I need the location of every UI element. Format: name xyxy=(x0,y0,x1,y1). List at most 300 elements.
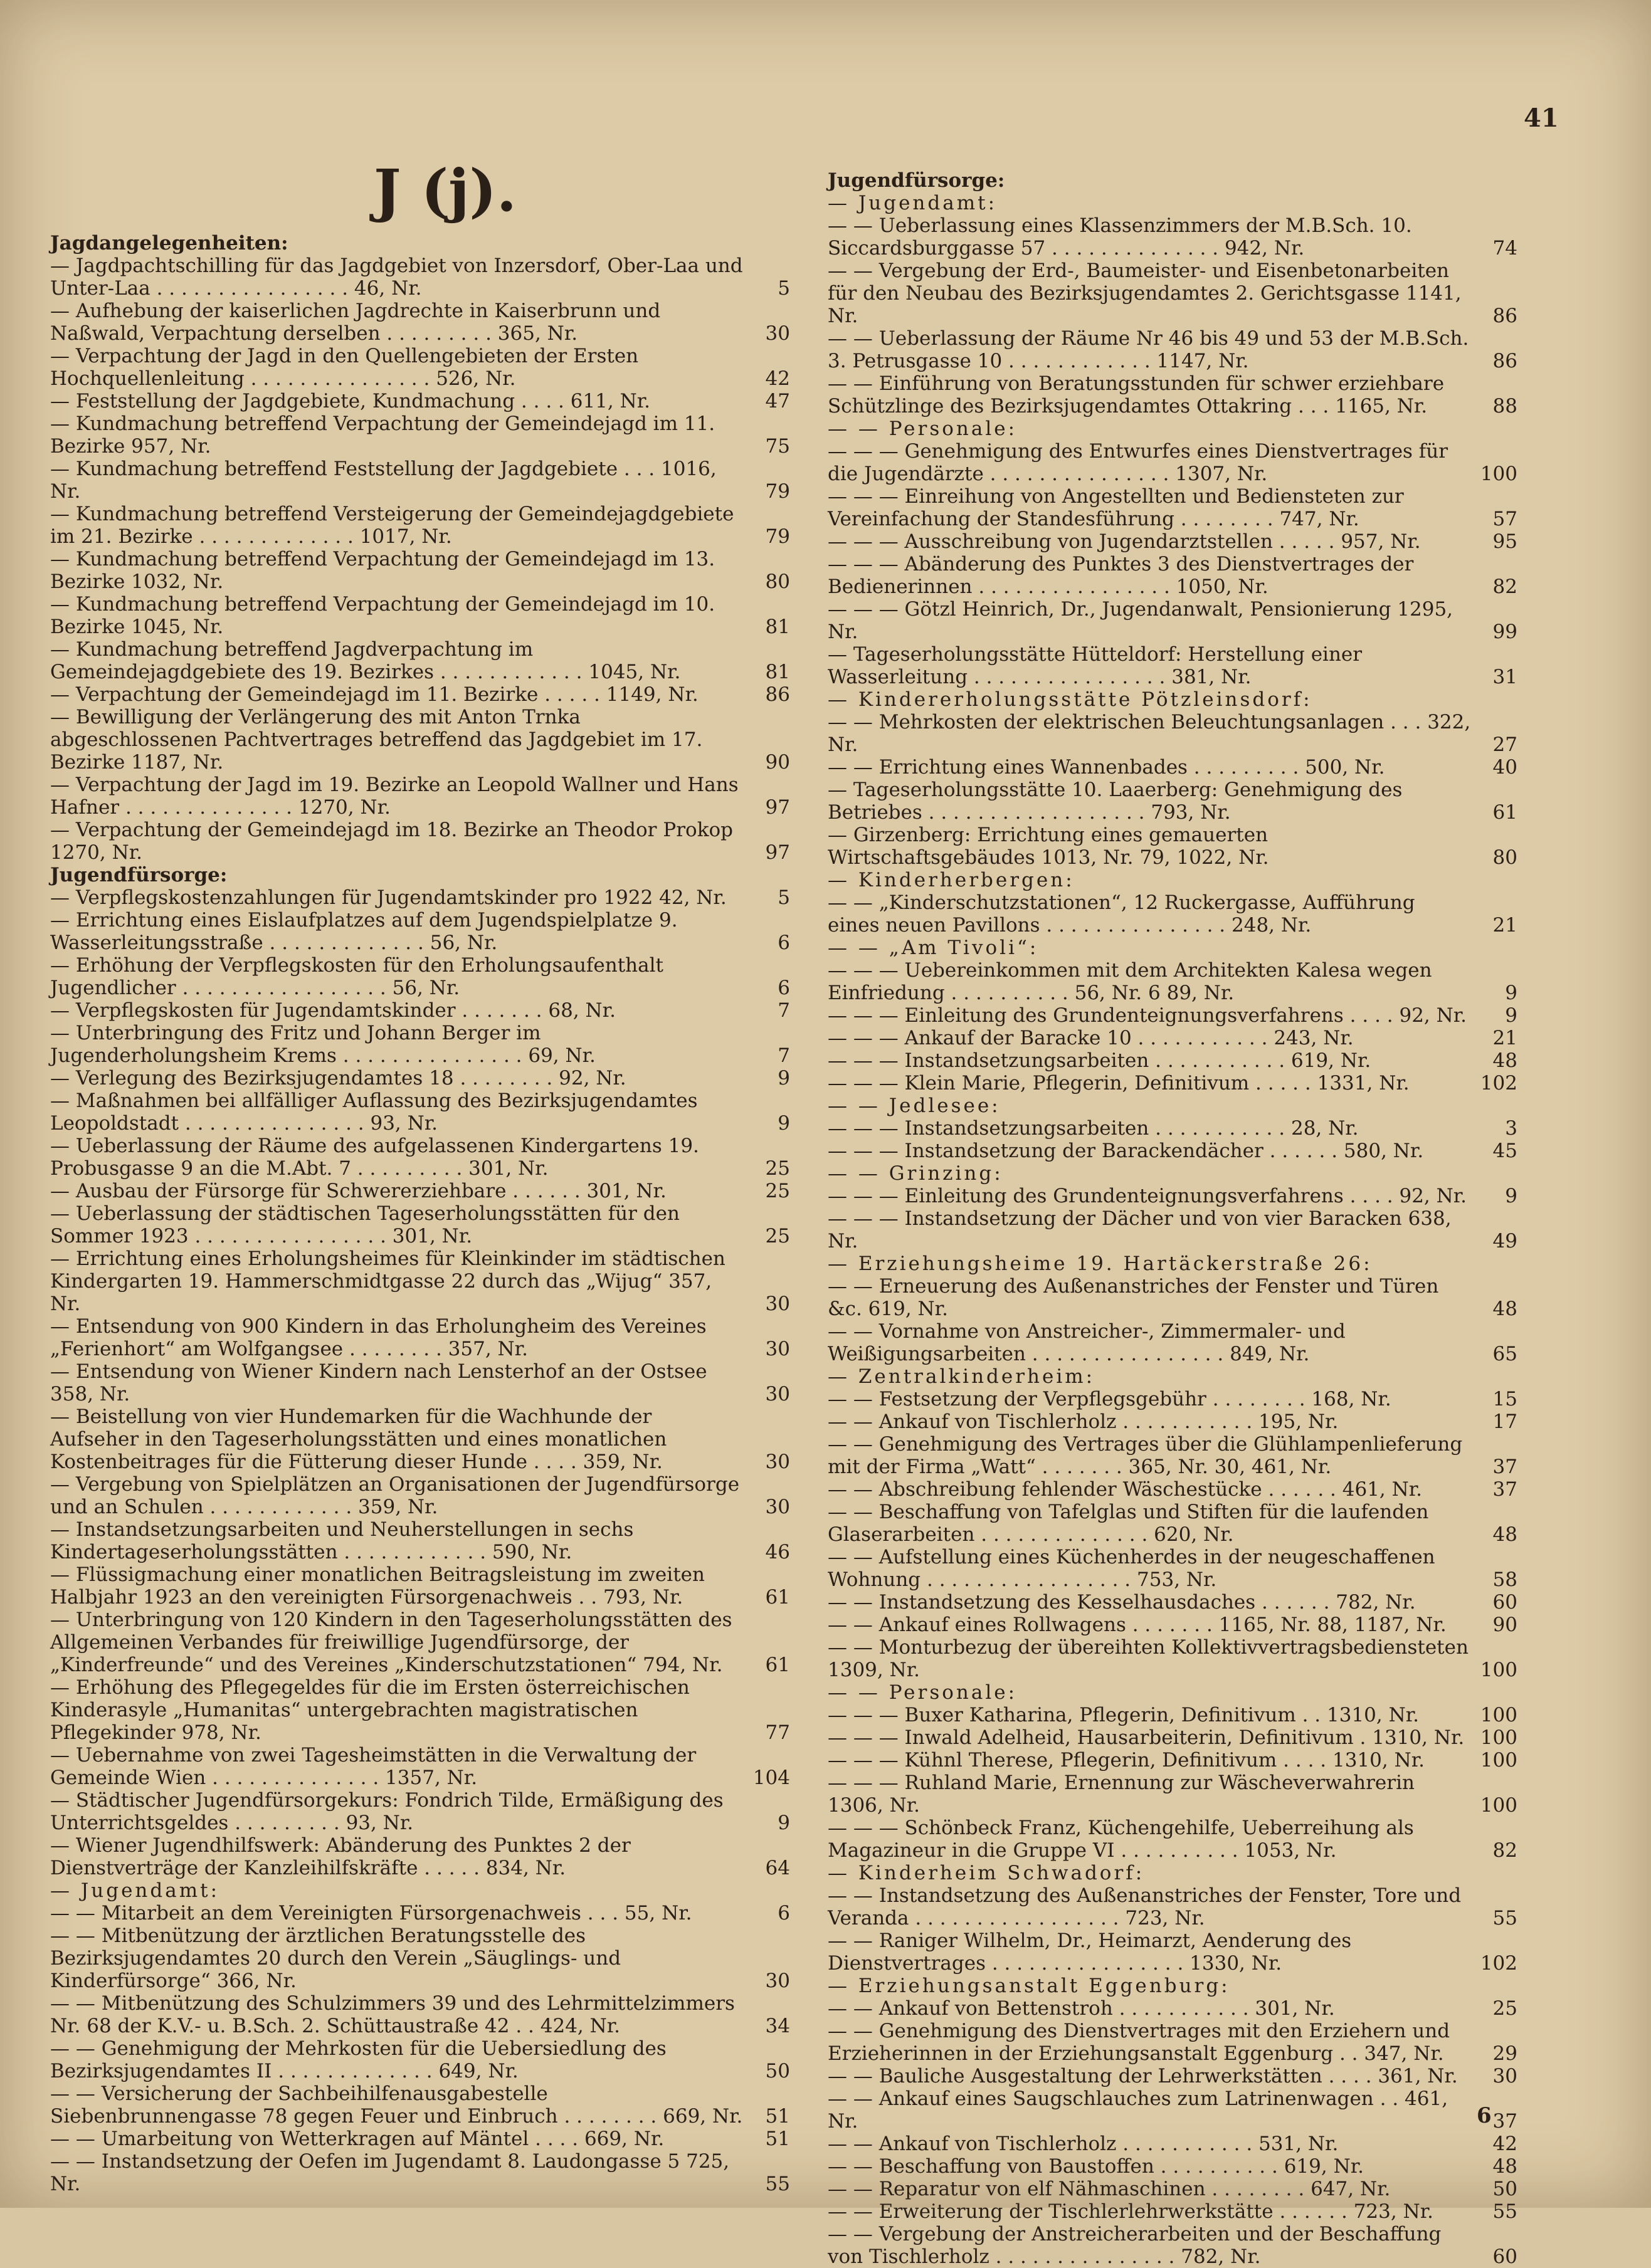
entry-page-number: 7 xyxy=(778,1044,790,1067)
entry-text: — Entsendung von 900 Kindern in das Erholungheim des Vereines „Ferienhort“ am Wolfgangsee . . . . . . . . 357, Nr. xyxy=(50,1315,707,1360)
index-entry xyxy=(828,260,1517,327)
entry-text: — — Vergebung der Anstreicherarbeiten und der Beschaffung von Tischlerholz . . . . . . . . . . . . . . . 782, Nr. xyxy=(828,2223,1442,2268)
entry-page-number: 75 xyxy=(765,435,790,458)
entry-text: — — — Kühnl Therese, Pflegerin, Definitivum . . . . 1310, Nr. xyxy=(828,1749,1425,1772)
entry-text: — Erhöhung des Pflegegeldes für die im Ersten österreichischen Kinderasyle „Humanitas“ untergebrachten magistratischen Pflegekinder 978, Nr. xyxy=(50,1676,690,1744)
index-entry xyxy=(828,1275,1517,1320)
index-entry xyxy=(50,1315,790,1360)
index-entry xyxy=(828,1478,1517,1501)
index-entry xyxy=(828,1997,1517,2020)
entry-text: — Wiener Jugendhilfswerk: Abänderung des Punktes 2 der Dienstverträge der Kanzleihilfskräfte . . . . . 834, Nr. xyxy=(50,1834,631,1879)
entry-text: — — „Kinderschutzstationen“, 12 Ruckergasse, Aufführung eines neuen Pavillons . . . . . . . . . . . . . . . 248, Nr. xyxy=(828,891,1415,937)
entry-page-number: 30 xyxy=(1492,2065,1517,2087)
index-entry xyxy=(50,255,790,300)
entry-text: — — — Ausschreibung von Jugendarztstellen . . . . . 957, Nr. xyxy=(828,530,1421,553)
entry-page-number: 77 xyxy=(765,1721,790,1744)
entry-text: — Ausbau der Fürsorge für Schwererziehbare . . . . . . 301, Nr. xyxy=(50,1180,667,1202)
entry-text: — Städtischer Jugendfürsorgekurs: Fondrich Tilde, Ermäßigung des Unterrichtsgeldes . . . . . . . . . 93, Nr. xyxy=(50,1789,724,1834)
entry-page-number: 100 xyxy=(1480,1704,1517,1726)
entry-text: — Kundmachung betreffend Feststellung der Jagdgebiete . . . 1016, Nr. xyxy=(50,458,717,503)
entry-text: — — Instandsetzung des Kesselhausdaches . . . . . . 782, Nr. xyxy=(828,1591,1416,1614)
entry-text: — — — Klein Marie, Pflegerin, Definitivum . . . . . 1331, Nr. xyxy=(828,1072,1410,1095)
entry-page-number: 100 xyxy=(1480,1726,1517,1749)
index-entry xyxy=(50,1609,790,1676)
index-entry xyxy=(828,2133,1517,2155)
index-entry xyxy=(828,598,1517,643)
page-number: 41 xyxy=(1524,103,1559,133)
entry-page-number: 30 xyxy=(765,1451,790,1473)
entry-page-number: 7 xyxy=(778,999,790,1022)
entry-page-number: 55 xyxy=(765,2173,790,2195)
index-entry xyxy=(828,1501,1517,1546)
index-entry xyxy=(828,1365,1517,1388)
entry-page-number: 51 xyxy=(765,2128,790,2150)
index-entry xyxy=(828,688,1517,711)
entry-text: — — Ankauf von Tischlerholz . . . . . . . . . . . 531, Nr. xyxy=(828,2133,1339,2155)
entry-page-number: 90 xyxy=(1492,1614,1517,1636)
entry-text: — — Erweiterung der Tischlerlehrwerkstätte . . . . . . 723, Nr. xyxy=(828,2200,1433,2223)
index-entry xyxy=(50,458,790,503)
entry-page-number: 88 xyxy=(1492,395,1517,417)
entry-text: — Kundmachung betreffend Verpachtung der Gemeindejagd im 11. Bezirke 957, Nr. xyxy=(50,412,715,458)
entry-text: — Verpachtung der Gemeindejagd im 11. Bezirke . . . . . 1149, Nr. xyxy=(50,683,699,706)
entry-page-number: 86 xyxy=(1492,305,1517,327)
entry-text: — — — Instandsetzungsarbeiten . . . . . . . . . . . 619, Nr. xyxy=(828,1049,1371,1072)
entry-text: — — Ankauf von Bettenstroh . . . . . . . . . . . 301, Nr. xyxy=(828,1997,1335,2020)
entry-text: — Kinderherbergen: xyxy=(828,869,1075,891)
entry-text: — — Instandsetzung der Oefen im Jugendamt 8. Laudongasse 5 725, Nr. xyxy=(50,2150,730,2195)
entry-text: — — Bauliche Ausgestaltung der Lehrwerkstätten . . . . 361, Nr. xyxy=(828,2065,1458,2087)
entry-text: — — Einführung von Beratungsstunden für schwer erziehbare Schützlinge des Bezirksjugendamtes Ottakring . . . 1165, Nr. xyxy=(828,372,1445,417)
index-entry xyxy=(50,2128,790,2150)
entry-text: Jugendfürsorge: xyxy=(828,169,1005,192)
index-entry xyxy=(828,2087,1517,2133)
entry-text: — — Ueberlassung eines Klassenzimmers der M.B.Sch. 10. Siccardsburggasse 57 . . . . . . . . . . . . . . 942, Nr. xyxy=(828,214,1412,260)
index-entry xyxy=(50,2037,790,2082)
index-entry xyxy=(828,1004,1517,1027)
entry-text: — — Ankauf eines Saugschlauches zum Latrinenwagen . . 461, Nr. xyxy=(828,2087,1448,2133)
index-entry xyxy=(828,1614,1517,1636)
index-entry xyxy=(50,503,790,548)
entry-text: — — Mitbenützung des Schulzimmers 39 und des Lehrmittelzimmers Nr. 68 der K.V.- u. B.Sch. 2. Schüttaustraße 42 . . 424, Nr. xyxy=(50,1992,735,2037)
entry-text: — — Genehmigung des Vertrages über die Glühlampenlieferung mit der Firma „Watt“ . . . . . . . 365, Nr. 30, 461, Nr. xyxy=(828,1433,1463,1478)
index-entry xyxy=(828,2178,1517,2200)
index-entry xyxy=(50,1473,790,1518)
index-entry xyxy=(50,1676,790,1744)
index-entry xyxy=(828,1546,1517,1591)
entry-text: — — Reparatur von elf Nähmaschinen . . . . . . . . 647, Nr. xyxy=(828,2178,1391,2200)
entry-page-number: 5 xyxy=(778,277,790,300)
entry-text: — Girzenberg: Errichtung eines gemauerten Wirtschaftsgebäudes 1013, Nr. 79, 1022, Nr. xyxy=(828,824,1269,869)
entry-text: — — Monturbezug der übereihten Kollektivvertragsbediensteten 1309, Nr. xyxy=(828,1636,1469,1681)
index-entry xyxy=(828,1027,1517,1049)
index-entry xyxy=(828,1975,1517,1997)
entry-page-number: 57 xyxy=(1492,508,1517,530)
entry-text: Jugendfürsorge: xyxy=(50,864,228,886)
index-entry xyxy=(828,891,1517,937)
entry-page-number: 100 xyxy=(1480,1749,1517,1772)
index-entry xyxy=(828,1862,1517,1884)
entry-page-number: 25 xyxy=(765,1225,790,1247)
entry-text: — Kindererholungsstätte Pötzleinsdorf: xyxy=(828,688,1312,711)
index-entry xyxy=(828,1049,1517,1072)
index-entry xyxy=(50,886,790,909)
index-entry xyxy=(50,638,790,683)
entry-text: — Verpachtung der Jagd in den Quellengebieten der Ersten Hochquellenleitung . . . . . . . . . . . . . . . 526, Nr. xyxy=(50,345,639,390)
entry-page-number: 9 xyxy=(1505,1185,1517,1207)
entry-page-number: 55 xyxy=(1492,2200,1517,2223)
entry-text: — Errichtung eines Eislaufplatzes auf dem Jugendspielplatze 9. Wasserleitungsstraße . . . . . . . . . . . . . 56, Nr. xyxy=(50,909,678,954)
entry-text: — Kundmachung betreffend Versteigerung der Gemeindejagdgebiete im 21. Bezirke . . . . . . . . . . . . . 1017, Nr. xyxy=(50,503,734,548)
entry-text: — — — Einleitung des Grundenteignungsverfahrens . . . . 92, Nr. xyxy=(828,1004,1467,1027)
entry-page-number: 42 xyxy=(765,367,790,390)
entry-text: Jagdangelegenheiten: xyxy=(50,232,288,255)
entry-text: — Verpflegskosten für Jugendamtskinder . . . . . . . 68, Nr. xyxy=(50,999,616,1022)
signature-mark: 6 xyxy=(1477,2103,1492,2128)
entry-text: — Unterbringung des Fritz und Johann Berger im Jugenderholungsheim Krems . . . . . . . . . . . . . . . 69, Nr. xyxy=(50,1022,596,1067)
entry-text: — Erziehungsanstalt Eggenburg: xyxy=(828,1975,1230,1997)
entry-page-number: 48 xyxy=(1492,2155,1517,2178)
index-entry xyxy=(50,999,790,1022)
index-entry xyxy=(828,1636,1517,1681)
index-entry xyxy=(828,327,1517,372)
entry-text: — Uebernahme von zwei Tagesheimstätten in die Verwaltung der Gemeinde Wien . . . . . . . . . . . . . . 1357, Nr. xyxy=(50,1744,697,1789)
entry-page-number: 60 xyxy=(1492,1591,1517,1614)
index-entry xyxy=(828,1929,1517,1975)
section-heading xyxy=(50,232,790,255)
entry-page-number: 37 xyxy=(1492,1456,1517,1478)
index-entry xyxy=(50,1247,790,1315)
entry-text: — — — Einreihung von Angestellten und Bediensteten zur Vereinfachung der Standesführung . . . . . . . . 747, Nr. xyxy=(828,485,1404,530)
index-entry xyxy=(50,1902,790,1924)
entry-text: — — Vergebung der Erd-, Baumeister- und Eisenbetonarbeiten für den Neubau des Bezirksjugendamtes 2. Gerichtsgasse 1141, Nr. xyxy=(828,260,1462,327)
entry-text: — — — Abänderung des Punktes 3 des Dienstvertrages der Bedienerinnen . . . . . . . . . . . . . . . . 1050, Nr. xyxy=(828,553,1414,598)
entry-text: — — — Ruhland Marie, Ernennung zur Wäscheverwahrerin 1306, Nr. xyxy=(828,1772,1415,1817)
index-entry xyxy=(50,1744,790,1789)
index-entry xyxy=(828,1749,1517,1772)
left-column xyxy=(50,232,790,2195)
entry-text: — — „Am Tivoli“: xyxy=(828,937,1039,959)
entry-page-number: 74 xyxy=(1492,237,1517,260)
entry-text: — Jagdpachtschilling für das Jagdgebiet von Inzersdorf, Ober-Laa und Unter-Laa . . . . . . . . . . . . . . . . 46, Nr. xyxy=(50,255,743,300)
index-entry xyxy=(828,2155,1517,2178)
entry-page-number: 80 xyxy=(765,570,790,593)
entry-text: — Kundmachung betreffend Jagdverpachtung im Gemeindejagdgebiete des 19. Bezirkes . . . . . . . . . . . . 1045, Nr. xyxy=(50,638,681,683)
index-entry xyxy=(50,954,790,999)
index-entry xyxy=(50,548,790,593)
index-entry xyxy=(828,485,1517,530)
index-entry xyxy=(50,706,790,774)
entry-page-number: 79 xyxy=(765,525,790,548)
entry-text: — — Mitarbeit an dem Vereinigten Fürsorgenachweis . . . 55, Nr. xyxy=(50,1902,692,1924)
entry-text: — Errichtung eines Erholungsheimes für Kleinkinder im städtischen Kindergarten 19. Hammerschmidtgasse 22 durch das „Wijug“ 357, Nr. xyxy=(50,1247,725,1315)
entry-text: — Aufhebung der kaiserlichen Jagdrechte in Kaiserbrunn und Naßwald, Verpachtung derselben . . . . . . . . . 365, Nr. xyxy=(50,300,661,345)
index-entry xyxy=(828,824,1517,869)
entry-page-number: 3 xyxy=(1505,1117,1517,1140)
entry-text: — Jugendamt: xyxy=(828,192,998,214)
entry-text: — — Abschreibung fehlender Wäschestücke . . . . . . 461, Nr. xyxy=(828,1478,1423,1501)
entry-text: — — Festsetzung der Verpflegsgebühr . . . . . . . . 168, Nr. xyxy=(828,1388,1391,1410)
index-entry xyxy=(50,1789,790,1834)
entry-text: — — Errichtung eines Wannenbades . . . . . . . . . 500, Nr. xyxy=(828,756,1385,779)
entry-text: — Erhöhung der Verpflegskosten für den Erholungsaufenthalt Jugendlicher . . . . . . . . . . . . . . . . . 56, Nr. xyxy=(50,954,663,999)
entry-page-number: 40 xyxy=(1492,756,1517,779)
entry-text: — — Erneuerung des Außenanstriches der Fenster und Türen &c. 619, Nr. xyxy=(828,1275,1439,1320)
entry-text: — — Ankauf von Tischlerholz . . . . . . . . . . . 195, Nr. xyxy=(828,1410,1339,1433)
entry-page-number: 48 xyxy=(1492,1049,1517,1072)
entry-page-number: 9 xyxy=(1505,982,1517,1004)
entry-page-number: 100 xyxy=(1480,1794,1517,1817)
index-entry xyxy=(828,440,1517,485)
entry-page-number: 21 xyxy=(1492,914,1517,937)
entry-page-number: 81 xyxy=(765,661,790,683)
index-entry xyxy=(828,1681,1517,1704)
index-entry xyxy=(50,2082,790,2128)
section-heading xyxy=(50,864,790,886)
index-entry xyxy=(828,530,1517,553)
index-entry xyxy=(828,937,1517,959)
index-entry xyxy=(828,1117,1517,1140)
entry-page-number: 65 xyxy=(1492,1343,1517,1365)
entry-text: — — — Schönbeck Franz, Küchengehilfe, Ueberreihung als Magazineur in die Gruppe VI . . . . . . . . . . 1053, Nr. xyxy=(828,1817,1414,1862)
entry-page-number: 50 xyxy=(1492,2178,1517,2200)
index-entry xyxy=(828,553,1517,598)
index-entry xyxy=(50,2150,790,2195)
entry-text: — Jugendamt: xyxy=(50,1879,220,1902)
entry-text: — — Raniger Wilhelm, Dr., Heimarzt, Aenderung des Dienstvertrages . . . . . . . . . . . . . . . . 1330, Nr. xyxy=(828,1929,1352,1975)
entry-text: — — Ueberlassung der Räume Nr 46 bis 49 und 53 der M.B.Sch. 3. Petrusgasse 10 . . . . . . . . . . . . 1147, Nr. xyxy=(828,327,1469,372)
entry-text: — Vergebung von Spielplätzen an Organisationen der Jugendfürsorge und an Schulen . . . . . . . . . . . . 359, Nr. xyxy=(50,1473,740,1518)
index-entry xyxy=(50,1992,790,2037)
entry-text: — — Vornahme von Anstreicher-, Zimmermaler- und Weißigungsarbeiten . . . . . . . . . . . . . . . . 849, Nr. xyxy=(828,1320,1346,1365)
index-entry xyxy=(50,345,790,390)
index-entry xyxy=(828,192,1517,214)
index-entry xyxy=(828,711,1517,756)
index-entry xyxy=(828,1433,1517,1478)
entry-text: — Maßnahmen bei allfälliger Auflassung des Bezirksjugendamtes Leopoldstadt . . . . . . . . . . . . . . . 93, Nr. xyxy=(50,1089,698,1135)
entry-page-number: 27 xyxy=(1492,733,1517,756)
entry-text: — — Umarbeitung von Wetterkragen auf Mäntel . . . . 669, Nr. xyxy=(50,2128,665,2150)
entry-page-number: 21 xyxy=(1492,1027,1517,1049)
entry-text: — Verpachtung der Gemeindejagd im 18. Bezirke an Theodor Prokop 1270, Nr. xyxy=(50,819,733,864)
entry-page-number: 30 xyxy=(765,1338,790,1360)
entry-text: — — — Instandsetzung der Dächer und von vier Baracken 638, Nr. xyxy=(828,1207,1452,1252)
entry-text: — Feststellung der Jagdgebiete, Kundmachung . . . . 611, Nr. xyxy=(50,390,651,412)
index-entry xyxy=(50,774,790,819)
index-entry xyxy=(828,417,1517,440)
entry-page-number: 6 xyxy=(778,977,790,999)
index-entry xyxy=(50,300,790,345)
index-entry xyxy=(50,1879,790,1902)
entry-text: — Kinderheim Schwadorf: xyxy=(828,1862,1145,1884)
entry-page-number: 25 xyxy=(1492,1997,1517,2020)
entry-text: — Zentralkinderheim: xyxy=(828,1365,1095,1388)
entry-page-number: 30 xyxy=(765,1383,790,1405)
entry-page-number: 15 xyxy=(1492,1388,1517,1410)
index-entry xyxy=(828,1591,1517,1614)
entry-text: — — — Instandsetzung der Barackendächer . . . . . . 580, Nr. xyxy=(828,1140,1424,1162)
index-entry xyxy=(50,593,790,638)
index-entry xyxy=(50,1135,790,1180)
index-entry xyxy=(828,2200,1517,2223)
entry-text: — Verpachtung der Jagd im 19. Bezirke an Leopold Wallner und Hans Hafner . . . . . . . . . . . . . . 1270, Nr. xyxy=(50,774,739,819)
index-entry xyxy=(828,214,1517,260)
entry-page-number: 37 xyxy=(1492,1478,1517,1501)
entry-text: — — Beschaffung von Baustoffen . . . . . . . . . . 619, Nr. xyxy=(828,2155,1364,2178)
index-entry xyxy=(828,1884,1517,1929)
entry-page-number: 31 xyxy=(1492,666,1517,688)
entry-text: — — — Götzl Heinrich, Dr., Jugendanwalt, Pensionierung 1295, Nr. xyxy=(828,598,1453,643)
entry-page-number: 86 xyxy=(1492,350,1517,372)
entry-page-number: 97 xyxy=(765,841,790,864)
index-entry xyxy=(50,819,790,864)
index-entry xyxy=(828,1410,1517,1433)
index-entry xyxy=(828,1095,1517,1117)
entry-page-number: 29 xyxy=(1492,2042,1517,2065)
entry-page-number: 6 xyxy=(778,932,790,954)
entry-text: — — — Genehmigung des Entwurfes eines Dienstvertrages für die Jugendärzte . . . . . . . . . . . . . . . 1307, Nr. xyxy=(828,440,1448,485)
entry-page-number: 86 xyxy=(765,683,790,706)
entry-text: — — Jedlesee: xyxy=(828,1095,1001,1117)
index-entry xyxy=(828,2020,1517,2065)
entry-page-number: 30 xyxy=(765,1293,790,1315)
index-entry xyxy=(828,1704,1517,1726)
entry-page-number: 25 xyxy=(765,1180,790,1202)
index-entry xyxy=(828,959,1517,1004)
index-entry xyxy=(828,869,1517,891)
entry-text: — — Beschaffung von Tafelglas und Stiften für die laufenden Glaserarbeiten . . . . . . . . . . . . . . 620, Nr. xyxy=(828,1501,1429,1546)
entry-text: — — Mehrkosten der elektrischen Beleuchtungsanlagen . . . 322, Nr. xyxy=(828,711,1471,756)
entry-page-number: 49 xyxy=(1492,1230,1517,1252)
entry-page-number: 58 xyxy=(1492,1568,1517,1591)
index-entry xyxy=(828,1817,1517,1862)
index-entry xyxy=(50,390,790,412)
index-entry xyxy=(828,372,1517,417)
entry-page-number: 60 xyxy=(1492,2245,1517,2268)
entry-text: — Beistellung von vier Hundemarken für die Wachhunde der Aufseher in den Tageserholungsstätten und eines monatlichen Kostenbeitrages für die Fütterung dieser Hunde . . . . 359, Nr. xyxy=(50,1405,667,1473)
entry-page-number: 100 xyxy=(1480,1659,1517,1681)
index-entry xyxy=(50,1518,790,1563)
entry-page-number: 82 xyxy=(1492,1839,1517,1862)
index-entry xyxy=(828,1726,1517,1749)
index-entry xyxy=(50,1022,790,1067)
entry-page-number: 6 xyxy=(778,1902,790,1924)
index-entry xyxy=(50,1202,790,1247)
entry-text: — — — Instandsetzungsarbeiten . . . . . . . . . . . 28, Nr. xyxy=(828,1117,1359,1140)
index-entry xyxy=(828,1185,1517,1207)
index-entry xyxy=(828,779,1517,824)
entry-text: — Ueberlassung der städtischen Tageserholungsstätten für den Sommer 1923 . . . . . . . . . . . . . . . . 301, Nr. xyxy=(50,1202,680,1247)
index-entry xyxy=(50,412,790,458)
entry-text: — — Personale: xyxy=(828,417,1018,440)
entry-page-number: 79 xyxy=(765,480,790,503)
index-entry xyxy=(828,2065,1517,2087)
entry-page-number: 50 xyxy=(765,2060,790,2082)
entry-text: — — Ankauf eines Rollwagens . . . . . . . 1165, Nr. 88, 1187, Nr. xyxy=(828,1614,1447,1636)
entry-text: — — — Uebereinkommen mit dem Architekten Kalesa wegen Einfriedung . . . . . . . . . . 56, Nr. 6 89, Nr. xyxy=(828,959,1432,1004)
entry-page-number: 9 xyxy=(778,1067,790,1089)
entry-page-number: 102 xyxy=(1480,1952,1517,1975)
entry-page-number: 61 xyxy=(765,1654,790,1676)
entry-page-number: 80 xyxy=(1492,846,1517,869)
entry-text: — Unterbringung von 120 Kindern in den Tageserholungsstätten des Allgemeinen Verbandes für freiwillige Jugendfürsorge, der „Kinderfreunde“ und des Vereines „Kinderschutzstationen“ 794, Nr. xyxy=(50,1609,732,1676)
entry-text: — — Personale: xyxy=(828,1681,1018,1704)
entry-text: — — Versicherung der Sachbeihilfenausgabestelle Siebenbrunnengasse 78 gegen Feuer und Einbruch . . . . . . . . 669, Nr. xyxy=(50,2082,743,2128)
entry-text: — Kundmachung betreffend Verpachtung der Gemeindejagd im 13. Bezirke 1032, Nr. xyxy=(50,548,715,593)
entry-text: — — — Buxer Katharina, Pflegerin, Definitivum . . 1310, Nr. xyxy=(828,1704,1419,1726)
entry-page-number: 34 xyxy=(765,2015,790,2037)
entry-page-number: 30 xyxy=(765,322,790,345)
entry-text: — Entsendung von Wiener Kindern nach Lensterhof an der Ostsee 358, Nr. xyxy=(50,1360,707,1405)
entry-page-number: 81 xyxy=(765,616,790,638)
index-entry xyxy=(828,1140,1517,1162)
entry-page-number: 30 xyxy=(765,1496,790,1518)
entry-page-number: 55 xyxy=(1492,1907,1517,1929)
entry-page-number: 37 xyxy=(1492,2110,1517,2133)
entry-text: — Tageserholungsstätte Hütteldorf: Herstellung einer Wasserleitung . . . . . . . . . . . . . . . . 381, Nr. xyxy=(828,643,1363,688)
entry-text: — Ueberlassung der Räume des aufgelassenen Kindergartens 19. Probusgasse 9 an die M.Abt. 7 . . . . . . . . . 301, Nr. xyxy=(50,1135,699,1180)
entry-text: — Tageserholungsstätte 10. Laaerberg: Genehmigung des Betriebes . . . . . . . . . . . . . . . . . . 793, Nr. xyxy=(828,779,1403,824)
entry-text: — Verpflegskostenzahlungen für Jugendamtskinder pro 1922 42, Nr. xyxy=(50,886,727,909)
entry-page-number: 95 xyxy=(1492,530,1517,553)
entry-text: — Verlegung des Bezirksjugendamtes 18 . . . . . . . . 92, Nr. xyxy=(50,1067,626,1089)
entry-text: — Kundmachung betreffend Verpachtung der Gemeindejagd im 10. Bezirke 1045, Nr. xyxy=(50,593,715,638)
entry-page-number: 64 xyxy=(765,1857,790,1879)
index-entry xyxy=(828,2223,1517,2268)
entry-page-number: 9 xyxy=(778,1812,790,1834)
entry-page-number: 9 xyxy=(1505,1004,1517,1027)
entry-text: — Flüssigmachung einer monatlichen Beitragsleistung im zweiten Halbjahr 1923 an den vereinigten Fürsorgenachweis . . 793, Nr. xyxy=(50,1563,705,1609)
entry-page-number: 97 xyxy=(765,796,790,819)
entry-page-number: 90 xyxy=(765,751,790,774)
entry-page-number: 100 xyxy=(1480,463,1517,485)
entry-page-number: 99 xyxy=(1492,621,1517,643)
entry-text: — Instandsetzungsarbeiten und Neuherstellungen in sechs Kindertageserholungsstätten . . . . . . . . . . . . 590, Nr. xyxy=(50,1518,634,1563)
index-entry xyxy=(50,1360,790,1405)
section-heading xyxy=(828,169,1517,192)
entry-text: — — Genehmigung des Dienstvertrages mit den Erziehern und Erzieherinnen in der Erziehungsanstalt Eggenburg . . 347, Nr. xyxy=(828,2020,1450,2065)
entry-page-number: 45 xyxy=(1492,1140,1517,1162)
entry-page-number: 46 xyxy=(765,1541,790,1563)
entry-page-number: 17 xyxy=(1492,1410,1517,1433)
entry-text: — — Mitbenützung der ärztlichen Beratungsstelle des Bezirksjugendamtes 20 durch den Verein „Säuglings- und Kinderfürsorge“ 366, Nr. xyxy=(50,1924,621,1992)
index-entry xyxy=(50,909,790,954)
entry-text: — — — Ankauf der Baracke 10 . . . . . . . . . . . 243, Nr. xyxy=(828,1027,1354,1049)
index-entry xyxy=(50,1405,790,1473)
entry-page-number: 51 xyxy=(765,2105,790,2128)
index-entry xyxy=(828,1320,1517,1365)
index-entry xyxy=(50,1180,790,1202)
index-entry xyxy=(50,683,790,706)
index-entry xyxy=(828,643,1517,688)
letter-heading: J (j). xyxy=(374,157,517,224)
entry-page-number: 47 xyxy=(765,390,790,412)
entry-text: — — — Einleitung des Grundenteignungsverfahrens . . . . 92, Nr. xyxy=(828,1185,1467,1207)
right-column xyxy=(828,169,1517,2268)
index-entry xyxy=(828,1207,1517,1252)
entry-text: — — Genehmigung der Mehrkosten für die Uebersiedlung des Bezirksjugendamtes II . . . . . . . . . . . . . 649, Nr. xyxy=(50,2037,667,2082)
entry-page-number: 5 xyxy=(778,886,790,909)
index-entry xyxy=(828,1772,1517,1817)
entry-page-number: 82 xyxy=(1492,575,1517,598)
entry-page-number: 25 xyxy=(765,1157,790,1180)
entry-text: — — Instandsetzung des Außenanstriches der Fenster, Tore und Veranda . . . . . . . . . . . . . . . . . 723, Nr. xyxy=(828,1884,1462,1929)
entry-page-number: 30 xyxy=(765,1970,790,1992)
entry-text: — — Grinzing: xyxy=(828,1162,1003,1185)
index-entry xyxy=(50,1834,790,1879)
entry-page-number: 61 xyxy=(1492,801,1517,824)
index-entry xyxy=(828,756,1517,779)
